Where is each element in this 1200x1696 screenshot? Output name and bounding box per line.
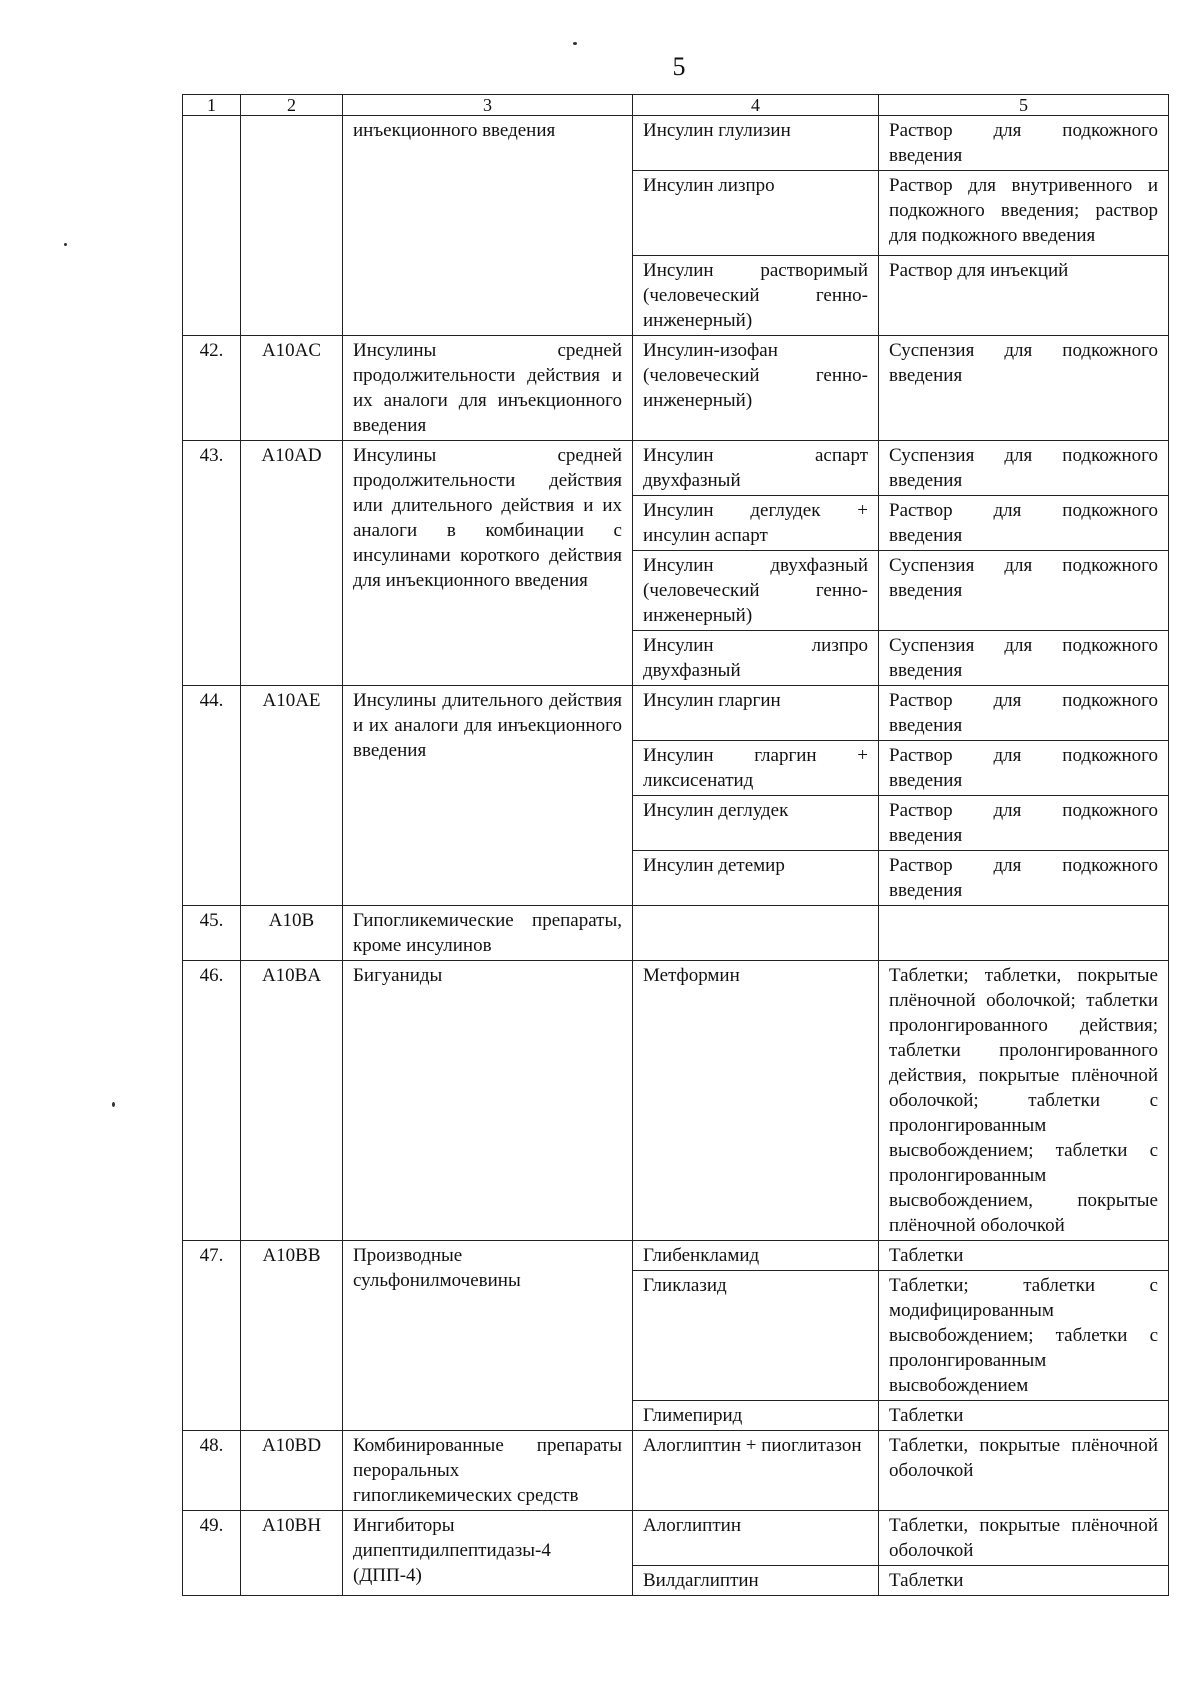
dosage-form-cell: Раствор для подкожного введения: [879, 116, 1169, 171]
group-name-cell: Производные сульфонилмочевины: [343, 1241, 633, 1431]
column-number: 1: [183, 95, 241, 116]
dosage-form-cell: Раствор для внутривенного и подкожного введения; раствор для подкожного введения: [879, 171, 1169, 256]
drug-name-cell: Инсулин-изофан (человеческий генно-инженерный): [633, 336, 879, 441]
dosage-form-cell: [879, 906, 1169, 961]
table-row: [183, 906, 1169, 961]
atc-code-cell: A10BB: [241, 1241, 343, 1431]
dosage-form-cell: Раствор для подкожного введения: [879, 686, 1169, 741]
row-number-cell: 49.: [183, 1511, 241, 1596]
drug-name-cell: Вилдаглиптин: [633, 1566, 879, 1596]
group-name-cell: Инсулины длительного действия и их аналоги для инъекционного введения: [343, 686, 633, 906]
drug-name-cell: Инсулин деглудек + инсулин аспарт: [633, 496, 879, 551]
dosage-form-cell: Таблетки; таблетки, покрытые плёночной оболочкой; таблетки пролонгированного действия; таблетки пролонгированного действия, покрытые плёночной оболочкой; таблетки с пролонгированным высвобождением; таблетки с пролонгированным высвобождением, покрытые плёночной оболочкой: [879, 961, 1169, 1241]
drug-name-cell: Инсулин глулизин: [633, 116, 879, 171]
dosage-form-cell: Суспензия для подкожного введения: [879, 551, 1169, 631]
row-number-cell: 46.: [183, 961, 241, 1241]
drug-name-cell: Инсулин двухфазный (человеческий генно-инженерный): [633, 551, 879, 631]
atc-code-cell: A10B: [241, 906, 343, 961]
dosage-form-cell: Раствор для подкожного введения: [879, 851, 1169, 906]
drug-name-cell: Метформин: [633, 961, 879, 1241]
group-name-cell: Инсулины средней продолжительности действия или длительного действия и их аналоги в комбинации с инсулинами короткого действия для инъекционного введения: [343, 441, 633, 686]
scan-speck: [64, 243, 67, 246]
drug-name-cell: Алоглиптин: [633, 1511, 879, 1566]
column-number: 3: [343, 95, 633, 116]
dosage-form-cell: Таблетки: [879, 1566, 1169, 1596]
table-row: [183, 441, 1169, 496]
dosage-form-cell: Таблетки, покрытые плёночной оболочкой: [879, 1431, 1169, 1511]
scan-speck: [112, 1102, 115, 1107]
drug-name-cell: [633, 906, 879, 961]
atc-code-cell: A10AE: [241, 686, 343, 906]
dosage-form-cell: Таблетки, покрытые плёночной оболочкой: [879, 1511, 1169, 1566]
row-number-cell: 48.: [183, 1431, 241, 1511]
row-number-cell: [183, 116, 241, 336]
table-row: [183, 1511, 1169, 1566]
row-number-cell: 45.: [183, 906, 241, 961]
drug-name-cell: Гликлазид: [633, 1271, 879, 1401]
dosage-form-cell: Раствор для подкожного введения: [879, 496, 1169, 551]
dosage-form-cell: Суспензия для подкожного введения: [879, 631, 1169, 686]
drug-name-cell: Инсулин лизпро: [633, 171, 879, 256]
dosage-form-cell: Таблетки; таблетки с модифицированным высвобождением; таблетки с пролонгированным высвобождением: [879, 1271, 1169, 1401]
drug-name-cell: Инсулин растворимый (человеческий генно-инженерный): [633, 256, 879, 336]
dosage-form-cell: Раствор для инъекций: [879, 256, 1169, 336]
dosage-form-cell: Суспензия для подкожного введения: [879, 336, 1169, 441]
table-row: [183, 116, 1169, 171]
group-name-cell: Ингибиторы дипептидилпептидазы-4 (ДПП-4): [343, 1511, 633, 1596]
column-number: 5: [879, 95, 1169, 116]
row-number-cell: 47.: [183, 1241, 241, 1431]
page-number: 5: [672, 52, 686, 81]
dosage-form-cell: Раствор для подкожного введения: [879, 741, 1169, 796]
atc-code-cell: A10BH: [241, 1511, 343, 1596]
atc-code-cell: [241, 116, 343, 336]
atc-code-cell: A10BD: [241, 1431, 343, 1511]
drug-name-cell: Инсулин гларгин: [633, 686, 879, 741]
drug-name-cell: Алоглиптин + пиоглитазон: [633, 1431, 879, 1511]
drug-name-cell: Глимепирид: [633, 1401, 879, 1431]
drug-name-cell: Инсулин гларгин + ликсисенатид: [633, 741, 879, 796]
medication-table: [182, 94, 1169, 1596]
table-row: [183, 686, 1169, 741]
row-number-cell: 42.: [183, 336, 241, 441]
drug-name-cell: Инсулин деглудек: [633, 796, 879, 851]
group-name-cell: Инсулины средней продолжительности действия и их аналоги для инъекционного введения: [343, 336, 633, 441]
table-row: [183, 961, 1169, 1241]
drug-name-cell: Инсулин лизпро двухфазный: [633, 631, 879, 686]
row-number-cell: 43.: [183, 441, 241, 686]
drug-name-cell: Инсулин аспарт двухфазный: [633, 441, 879, 496]
atc-code-cell: A10AD: [241, 441, 343, 686]
atc-code-cell: A10AC: [241, 336, 343, 441]
dosage-form-cell: Таблетки: [879, 1241, 1169, 1271]
drug-name-cell: Глибенкламид: [633, 1241, 879, 1271]
scan-speck: [573, 42, 577, 45]
table-row: [183, 1241, 1169, 1271]
table-row: [183, 336, 1169, 441]
dosage-form-cell: Раствор для подкожного введения: [879, 796, 1169, 851]
dosage-form-cell: Суспензия для подкожного введения: [879, 441, 1169, 496]
column-number-row: [183, 95, 1169, 116]
column-number: 4: [633, 95, 879, 116]
group-name-cell: Бигуаниды: [343, 961, 633, 1241]
column-number: 2: [241, 95, 343, 116]
table-row: [183, 1431, 1169, 1511]
drug-name-cell: Инсулин детемир: [633, 851, 879, 906]
group-name-cell: Комбинированные препараты пероральных гипогликемических средств: [343, 1431, 633, 1511]
group-name-cell: инъекционного введения: [343, 116, 633, 336]
group-name-cell: Гипогликемические препараты, кроме инсулинов: [343, 906, 633, 961]
atc-code-cell: A10BA: [241, 961, 343, 1241]
row-number-cell: 44.: [183, 686, 241, 906]
dosage-form-cell: Таблетки: [879, 1401, 1169, 1431]
